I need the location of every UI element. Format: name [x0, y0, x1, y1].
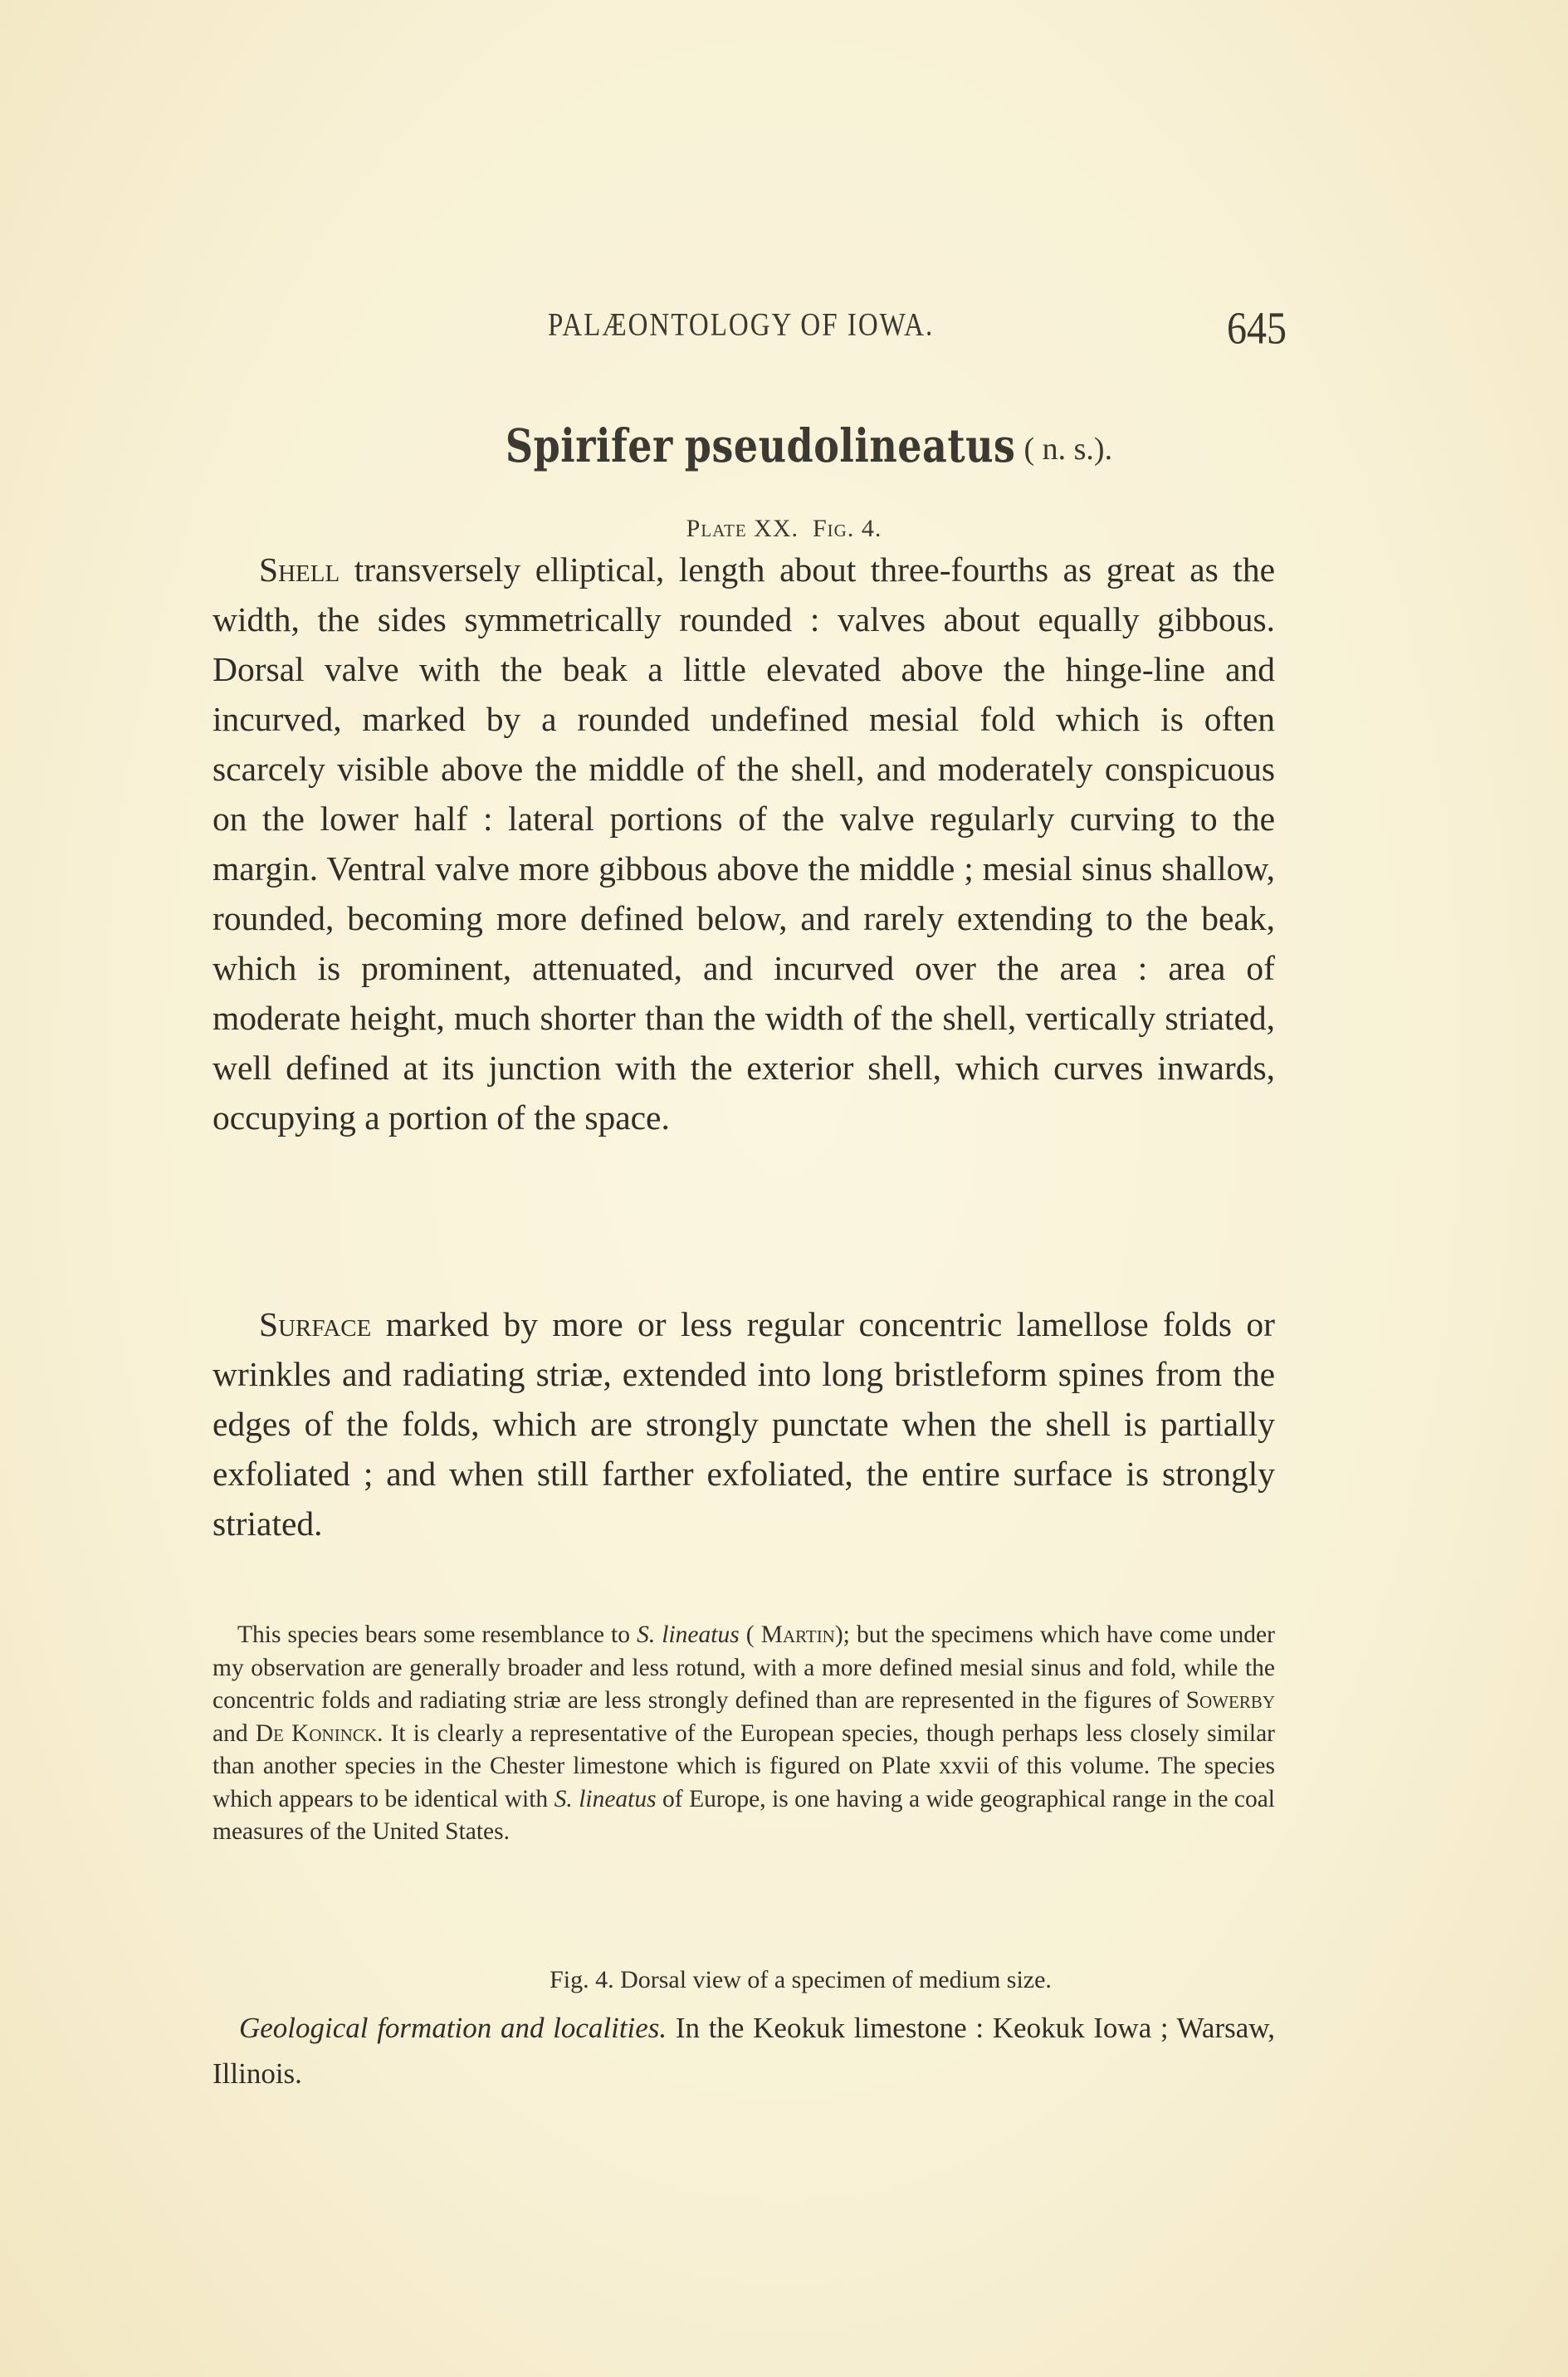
note-text: This species bears some resemblance to [237, 1621, 637, 1648]
note-text: of Europe, is one having a wide geographical range in the coal measures of the United States. [212, 1785, 1275, 1845]
author-name: Martin [760, 1621, 835, 1648]
figure-label: Fig. 4. [813, 515, 882, 542]
geology-paragraph [212, 2005, 1275, 2096]
note-text: ); but the specimens which have come under my observation are generally broader and less rotund, with a more defined mesial sinus and fold, while the concentric folds and radiating striæ are less strongly defined than are represented in the figures of [212, 1621, 1275, 1714]
note-paragraph [212, 1619, 1275, 1849]
shell-text: transversely elliptical, length about three-fourths as great as the width, the sides symmetrically rounded : valves about equally gibbous. Dorsal valve with the beak a little elevated above the hinge-line and incurved, marked by a rounded undefined mesial fold which is often scarcely visible above the middle of the shell, and moderately conspicuous on the lower half : lateral portions of the valve regularly curving to the margin. Ventral valve more gibbous above the middle ; mesial sinus shallow, rounded, becoming more defined below, and rarely extending to the beak, which is prominent, attenuated, and incurved over the area : area of moderate height, much shorter than the width of the shell, vertically striated, well defined at its junction with the exterior shell, which curves inwards, occupying a portion of the space. [212, 550, 1275, 1137]
plate-label: Plate XX. [686, 515, 799, 542]
note-text: and [212, 1719, 256, 1747]
species-name: pseudolineatus [684, 418, 1016, 473]
running-title: PALÆONTOLOGY OF IOWA. [548, 307, 935, 344]
species-reference: S. lineatus [554, 1785, 657, 1812]
geology-label: Geological formation and localities. [239, 2012, 667, 2044]
author-name: Sowerby [1185, 1687, 1275, 1714]
geology-text: In the Keokuk limestone : Keokuk Iowa ; Warsaw, Illinois. [212, 2012, 1276, 2090]
species-reference: S. lineatus [637, 1621, 740, 1648]
geology-section [212, 2005, 1275, 2096]
comparison-note [212, 1619, 1275, 1849]
surface-lead-word: Surface [259, 1305, 372, 1343]
running-head [515, 303, 1287, 357]
figure-caption: Fig. 4. Dorsal view of a specimen of medium size. [550, 1966, 1052, 1993]
note-text: ( [739, 1621, 761, 1648]
species-title [0, 418, 1568, 473]
species-genus: Spirifer [505, 418, 673, 473]
shell-description [212, 545, 1275, 1142]
note-text: . It is clearly a representative of the European species, though perhaps less closely similar than another species in the Chester limestone which is figured on Plate xxvii of this volume. The species which appears to be identical with [212, 1719, 1276, 1812]
shell-lead-word: Shell [259, 550, 340, 589]
species-abbreviation: ( n. s.). [1023, 432, 1113, 467]
author-name: De Koninck [255, 1719, 378, 1747]
surface-text: marked by more or less regular concentric lamellose folds or wrinkles and radiating striæ, extended into long bristleform spines from the edges of the folds, which are strongly punctate when the shell is partially exfoliated ; and when still farther exfoliated, the entire surface is strongly striated. [212, 1305, 1275, 1543]
surface-description [212, 1299, 1275, 1548]
page-number: 645 [1227, 303, 1287, 355]
surface-paragraph [212, 1299, 1275, 1548]
shell-paragraph [212, 545, 1275, 1142]
plate-reference [0, 515, 1568, 543]
